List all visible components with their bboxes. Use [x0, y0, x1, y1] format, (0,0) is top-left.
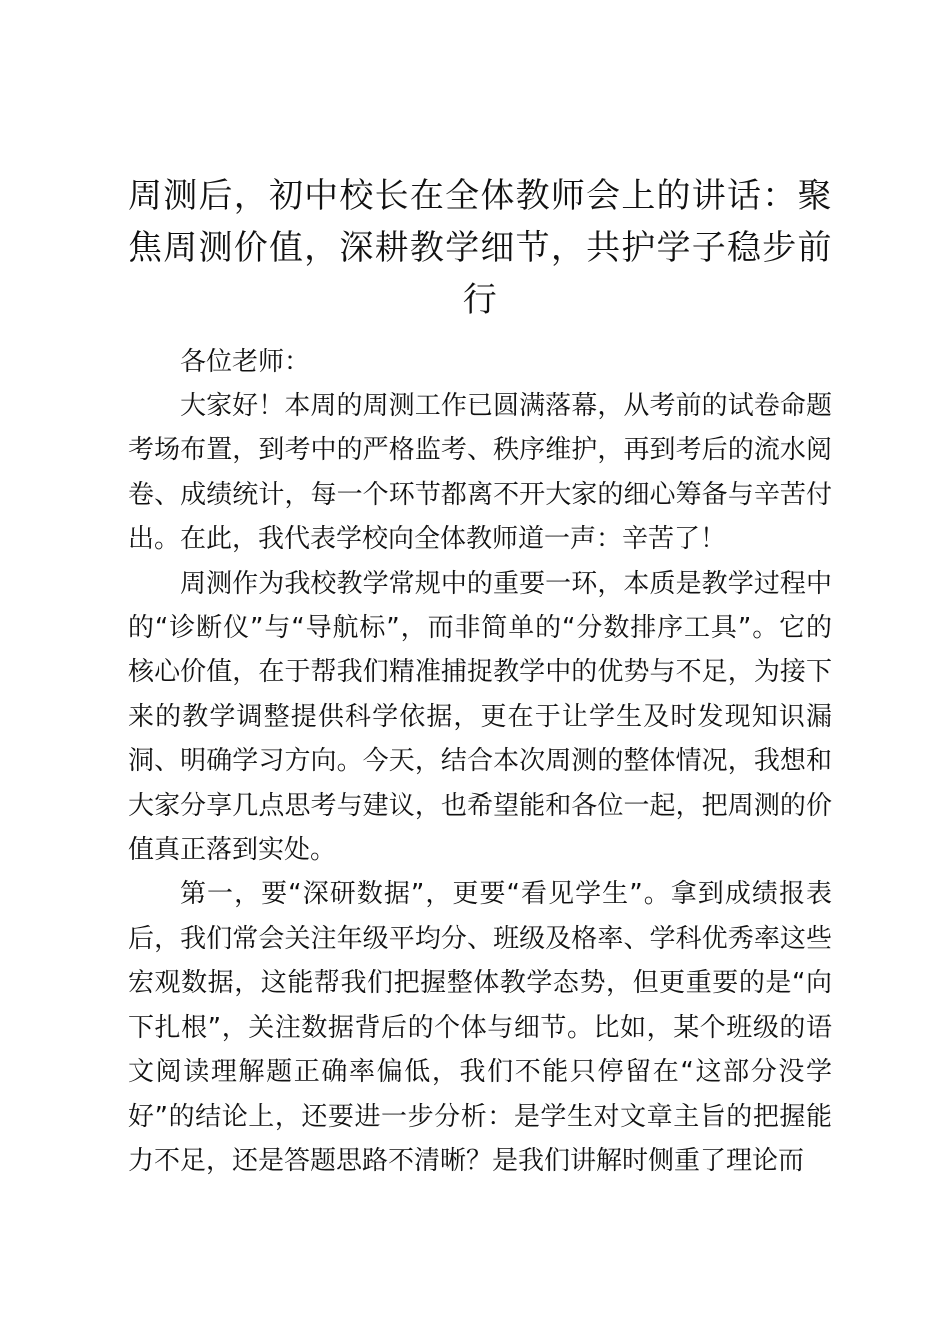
- paragraph-greeting: 大家好！本周的周测工作已圆满落幕，从考前的试卷命题考场布置，到考中的严格监考、秩序维护，再到考后的流水阅卷、成绩统计，每一个环节都离不开大家的细心筹备与辛苦付出。在此，我代表学校向全体教师道一声：辛苦了！: [128, 391, 832, 555]
- document-title: 周测后，初中校长在全体教师会上的讲话：聚焦周测价值，深耕教学细节，共护学子稳步前行: [128, 176, 832, 320]
- paragraph-purpose: 周测作为我校教学常规中的重要一环，本质是教学过程中的“诊断仪”与“导航标”，而非简单的“分数排序工具”。它的核心价值，在于帮我们精准捕捉教学中的优势与不足，为接下来的教学调整提供科学依据，更在于让学生及时发现知识漏洞、明确学习方向。今天，结合本次周测的整体情况，我想和大家分享几点思考与建议，也希望能和各位一起，把周测的价值真正落到实处。: [128, 568, 832, 866]
- document-body: [128, 170, 832, 1183]
- paragraph-point-one: 第一，要“深研数据”，更要“看见学生”。拿到成绩报表后，我们常会关注年级平均分、班级及格率、学科优秀率这些宏观数据，这能帮我们把握整体教学态势，但更重要的是“向下扎根”，关注数据背后的个体与细节。比如，某个班级的语文阅读理解题正确率偏低，我们不能只停留在“这部分没学好”的结论上，还要进一步分析：是学生对文章主旨的把握能力不足，还是答题思路不清晰？是我们讲解时侧重了理论而: [128, 879, 832, 1176]
- salutation: 各位老师：: [180, 347, 311, 377]
